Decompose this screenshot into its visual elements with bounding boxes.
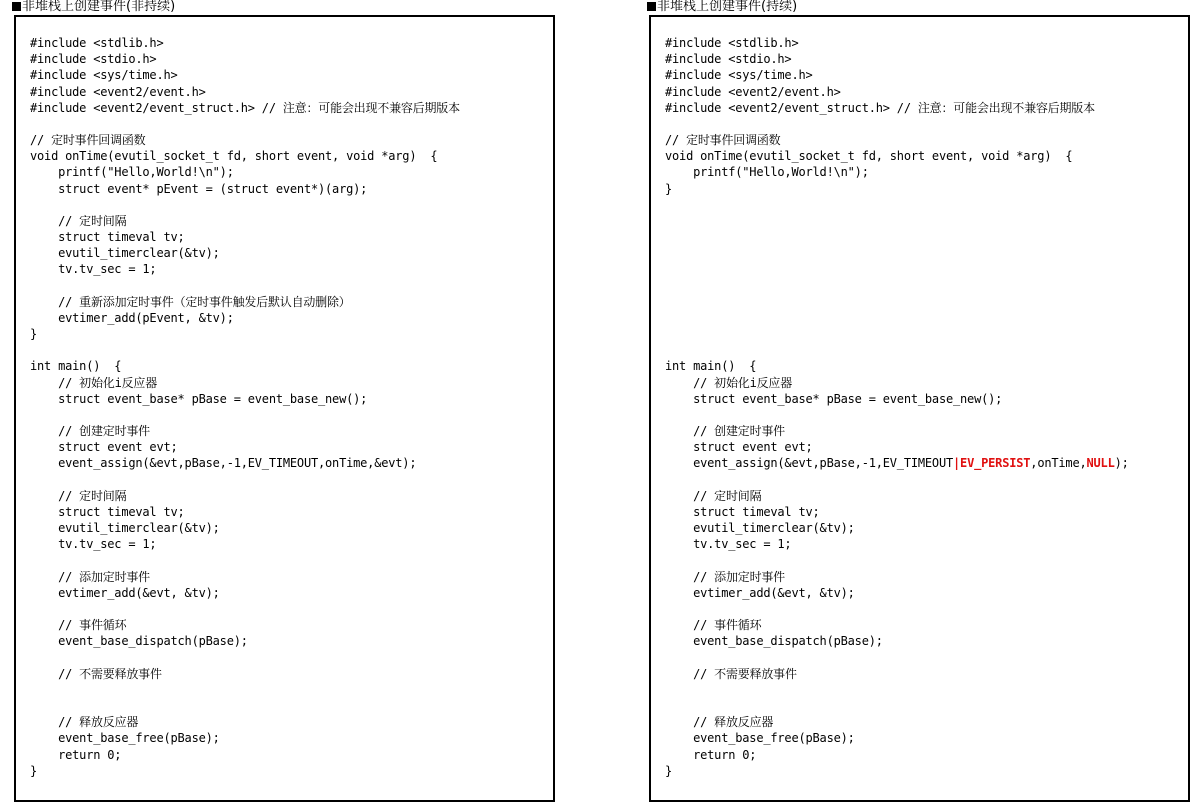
code-text: tv.tv_sec = 1; bbox=[30, 537, 157, 552]
code-line bbox=[665, 278, 1129, 294]
code-line bbox=[665, 617, 1129, 633]
black-square-icon bbox=[12, 2, 21, 11]
code-text: struct timeval tv; bbox=[30, 504, 185, 519]
code-line bbox=[30, 682, 460, 698]
code-text: evutil_timerclear(&tv); bbox=[30, 521, 220, 536]
right-panel-title: 非堆栈上创建事件(持续) bbox=[647, 0, 797, 14]
code-line bbox=[665, 326, 1129, 342]
code-text: } bbox=[30, 327, 38, 342]
right-code-lines bbox=[665, 35, 1129, 779]
code-line bbox=[30, 84, 460, 100]
code-line bbox=[30, 35, 460, 51]
code-text: event_base_dispatch(pBase); bbox=[665, 634, 883, 649]
code-text: evutil_timerclear(&tv); bbox=[30, 246, 220, 261]
code-text: #include <sys/time.h> bbox=[30, 68, 178, 83]
code-line bbox=[665, 520, 1129, 536]
code-text: event_assign(&evt,pBase,-1,EV_TIMEOUT bbox=[665, 456, 954, 471]
code-line bbox=[665, 666, 1129, 682]
code-line bbox=[665, 698, 1129, 714]
code-line bbox=[30, 601, 460, 617]
left-panel-title: 非堆栈上创建事件(非持续) bbox=[12, 0, 175, 14]
code-text: // 事件循环 bbox=[30, 618, 127, 633]
code-line bbox=[30, 342, 460, 358]
code-line bbox=[665, 245, 1129, 261]
code-line bbox=[30, 164, 460, 180]
code-line bbox=[30, 536, 460, 552]
code-line bbox=[665, 633, 1129, 649]
code-text: int main() { bbox=[30, 359, 122, 374]
code-text: // 定时间隔 bbox=[30, 213, 127, 228]
code-line bbox=[30, 747, 460, 763]
code-line bbox=[30, 67, 460, 83]
code-text: return 0; bbox=[665, 747, 757, 762]
right-code-box bbox=[649, 15, 1190, 802]
code-line bbox=[30, 439, 460, 455]
code-text: // 不需要释放事件 bbox=[665, 666, 797, 681]
code-line bbox=[665, 439, 1129, 455]
code-text: #include <event2/event.h> bbox=[30, 84, 206, 99]
code-line bbox=[665, 472, 1129, 488]
code-text: // 定时事件回调函数 bbox=[30, 133, 146, 148]
code-line bbox=[30, 698, 460, 714]
code-text: evutil_timerclear(&tv); bbox=[665, 521, 855, 536]
code-text: struct event_base* pBase = event_base_new(); bbox=[665, 391, 1003, 406]
code-text: struct event evt; bbox=[30, 440, 178, 455]
code-text: void onTime(evutil_socket_t fd, short event, void *arg) { bbox=[30, 149, 438, 164]
code-text: } bbox=[665, 181, 673, 196]
code-line bbox=[665, 682, 1129, 698]
code-line bbox=[665, 35, 1129, 51]
code-line bbox=[30, 666, 460, 682]
code-text: struct event_base* pBase = event_base_new(); bbox=[30, 391, 368, 406]
code-text: #include <event2/event_struct.h> // 注意：可能会出现不兼容后期版本 bbox=[665, 100, 1095, 115]
code-line bbox=[665, 536, 1129, 552]
code-text: // 初始化i反应器 bbox=[30, 375, 157, 390]
code-text: return 0; bbox=[30, 747, 122, 762]
code-text: // 释放反应器 bbox=[665, 715, 774, 730]
code-line bbox=[30, 714, 460, 730]
code-line bbox=[30, 116, 460, 132]
code-text: // 初始化i反应器 bbox=[665, 375, 792, 390]
code-line bbox=[30, 455, 460, 471]
code-text: event_base_free(pBase); bbox=[30, 731, 220, 746]
code-line bbox=[665, 585, 1129, 601]
code-line bbox=[665, 67, 1129, 83]
code-line bbox=[30, 488, 460, 504]
code-line bbox=[30, 520, 460, 536]
code-line bbox=[30, 213, 460, 229]
code-line bbox=[665, 569, 1129, 585]
code-line bbox=[665, 730, 1129, 746]
code-line bbox=[30, 617, 460, 633]
code-text: evtimer_add(&evt, &tv); bbox=[30, 585, 220, 600]
code-line bbox=[665, 116, 1129, 132]
code-text: struct event evt; bbox=[665, 440, 813, 455]
code-text: #include <sys/time.h> bbox=[665, 68, 813, 83]
code-line bbox=[665, 294, 1129, 310]
code-line bbox=[665, 553, 1129, 569]
code-text: } bbox=[30, 763, 38, 778]
code-line bbox=[665, 747, 1129, 763]
code-line bbox=[30, 633, 460, 649]
code-text: #include <stdlib.h> bbox=[665, 36, 799, 50]
code-line bbox=[665, 650, 1129, 666]
code-text: // 重新添加定时事件（定时事件触发后默认自动删除） bbox=[30, 294, 351, 309]
code-text: #include <event2/event_struct.h> // 注意：可能会出现不兼容后期版本 bbox=[30, 100, 460, 115]
code-text: struct timeval tv; bbox=[30, 230, 185, 245]
code-text: // 定时间隔 bbox=[30, 488, 127, 503]
code-text: // 创建定时事件 bbox=[30, 424, 150, 439]
code-line bbox=[30, 391, 460, 407]
code-line bbox=[30, 650, 460, 666]
left-code-lines bbox=[30, 35, 460, 779]
code-line bbox=[665, 601, 1129, 617]
code-text: // 创建定时事件 bbox=[665, 424, 785, 439]
code-text: #include <stdlib.h> bbox=[30, 36, 164, 50]
code-line bbox=[665, 714, 1129, 730]
code-line bbox=[30, 261, 460, 277]
left-code-box bbox=[14, 15, 555, 802]
code-text: // 不需要释放事件 bbox=[30, 666, 162, 681]
code-text: ); bbox=[1114, 456, 1129, 471]
code-text: #include <stdio.h> bbox=[665, 52, 792, 67]
code-line bbox=[30, 148, 460, 164]
code-text: event_assign(&evt,pBase,-1,EV_TIMEOUT,onTime,&evt); bbox=[30, 456, 417, 471]
code-text: event_base_free(pBase); bbox=[665, 731, 855, 746]
code-line bbox=[30, 472, 460, 488]
code-line bbox=[665, 100, 1129, 116]
code-line bbox=[665, 229, 1129, 245]
code-line bbox=[30, 132, 460, 148]
highlighted-token: |EV_PERSIST bbox=[953, 456, 1031, 471]
code-text: struct timeval tv; bbox=[665, 504, 820, 519]
code-text: printf("Hello,World!\n"); bbox=[665, 165, 869, 180]
code-line bbox=[30, 197, 460, 213]
code-text: tv.tv_sec = 1; bbox=[665, 537, 792, 552]
code-text: // 定时间隔 bbox=[665, 488, 762, 503]
code-line bbox=[665, 488, 1129, 504]
code-line bbox=[30, 294, 460, 310]
code-line bbox=[665, 763, 1129, 779]
code-line bbox=[30, 423, 460, 439]
code-text: // 事件循环 bbox=[665, 618, 762, 633]
code-text: // 释放反应器 bbox=[30, 715, 139, 730]
code-text: tv.tv_sec = 1; bbox=[30, 262, 157, 277]
code-line bbox=[30, 326, 460, 342]
code-text: printf("Hello,World!\n"); bbox=[30, 165, 234, 180]
code-line bbox=[30, 51, 460, 67]
code-text: int main() { bbox=[665, 359, 757, 374]
code-line bbox=[30, 358, 460, 374]
code-line bbox=[665, 181, 1129, 197]
code-line bbox=[665, 342, 1129, 358]
code-line bbox=[665, 51, 1129, 67]
code-line bbox=[30, 229, 460, 245]
code-line bbox=[665, 261, 1129, 277]
code-line bbox=[665, 504, 1129, 520]
code-line bbox=[665, 391, 1129, 407]
code-line bbox=[665, 148, 1129, 164]
code-text: } bbox=[665, 763, 673, 778]
code-line bbox=[665, 132, 1129, 148]
code-line bbox=[665, 164, 1129, 180]
code-line bbox=[30, 181, 460, 197]
code-text: ,onTime, bbox=[1030, 456, 1087, 471]
code-text: // 定时事件回调函数 bbox=[665, 133, 781, 148]
highlighted-token: NULL bbox=[1086, 456, 1115, 471]
code-line bbox=[665, 358, 1129, 374]
code-line bbox=[665, 213, 1129, 229]
code-line bbox=[30, 730, 460, 746]
code-line bbox=[30, 310, 460, 326]
code-text: // 添加定时事件 bbox=[665, 569, 785, 584]
code-line bbox=[665, 310, 1129, 326]
code-line bbox=[665, 197, 1129, 213]
code-line bbox=[30, 553, 460, 569]
code-text: event_base_dispatch(pBase); bbox=[30, 634, 248, 649]
code-text: // 添加定时事件 bbox=[30, 569, 150, 584]
code-line bbox=[665, 455, 1129, 471]
code-line bbox=[30, 585, 460, 601]
code-line bbox=[30, 278, 460, 294]
code-text: void onTime(evutil_socket_t fd, short event, void *arg) { bbox=[665, 149, 1073, 164]
code-text: evtimer_add(&evt, &tv); bbox=[665, 585, 855, 600]
code-text: struct event* pEvent = (struct event*)(arg); bbox=[30, 181, 368, 196]
code-line bbox=[30, 504, 460, 520]
code-text: #include <stdio.h> bbox=[30, 52, 157, 67]
code-text: #include <event2/event.h> bbox=[665, 84, 841, 99]
code-line bbox=[665, 423, 1129, 439]
code-line bbox=[30, 375, 460, 391]
code-text: evtimer_add(pEvent, &tv); bbox=[30, 310, 234, 325]
code-line bbox=[30, 569, 460, 585]
code-line bbox=[30, 245, 460, 261]
code-line bbox=[665, 84, 1129, 100]
code-line bbox=[30, 763, 460, 779]
code-line bbox=[30, 407, 460, 423]
code-line bbox=[665, 375, 1129, 391]
code-line bbox=[665, 407, 1129, 423]
black-square-icon bbox=[647, 2, 656, 11]
code-line bbox=[30, 100, 460, 116]
